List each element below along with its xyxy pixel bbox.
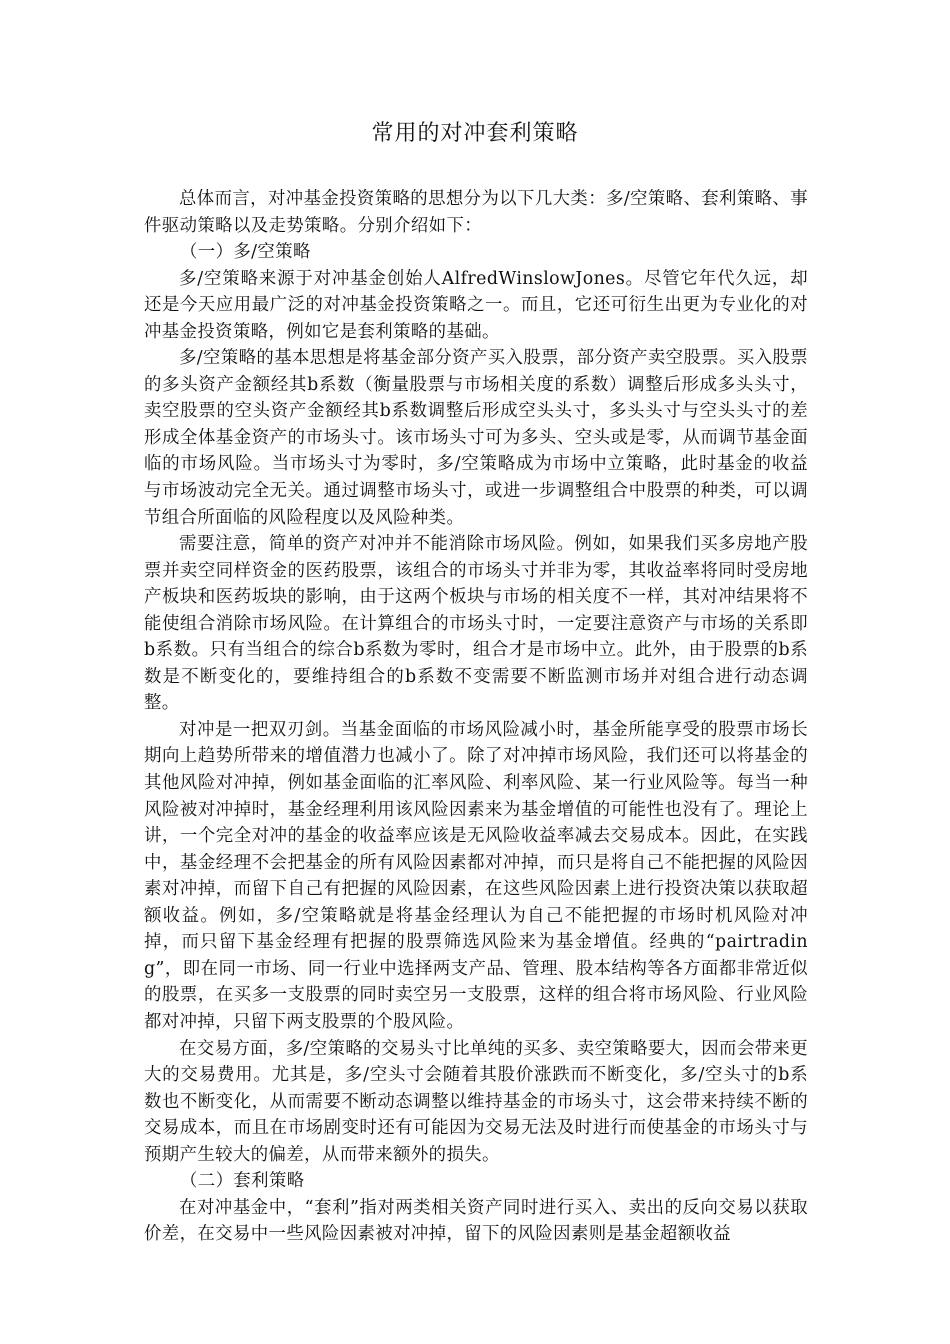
section-heading-long-short: （一）多/空策略 (180, 242, 311, 263)
paragraph-caution: 需要注意，简单的资产对冲并不能消除市场风险。例如，如果我们买多房地产股票并卖空同样资金的医药股票，该组合的市场头寸并非为零，其收益率将同时受房地产板块和医药坂块的影响，由于这两个板块与市场的相关度不一样，其对冲结果将不能使组合消除市场风险。在计算组合的市场头寸时，一定要注意资产与市场的关系即b系数。只有当组合的综合b系数为零时，组合才是市场中立。此外，由于股票的b系数是不断变化的，要维持组合的b系数不变需要不断监测市场并对组合进行动态调整。 (144, 534, 808, 714)
paragraph-basic-idea: 多/空策略的基本思想是将基金部分资产买入股票，部分资产卖空股票。买入股票的多头资产金额经其b系数（衡量股票与市场相关度的系数）调整后形成多头头寸，卖空股票的空头资产金额经其b系数调整后形成空头头寸，多头头寸与空头头寸的差形成全体基金资产的市场头寸。该市场头寸可为多头、空头或是零，从而调节基金面临的市场风险。当市场头寸为零时，多/空策略成为市场中立策略，此时基金的收益与市场波动完全无关。通过调整市场头寸，或进一步调整组合中股票的种类，可以调节组合所面临的风险程度以及风险种类。 (144, 348, 808, 528)
paragraph-double-edged: 对冲是一把双刃剑。当基金面临的市场风险减小时，基金所能享受的股票市场长期向上趋势所带来的增值潜力也减小了。除了对冲掉市场风险，我们还可以将基金的其他风险对冲掉，例如基金面临的汇率风险、利率风险、某一行业风险等。每当一种风险被对冲掉时，基金经理利用该风险因素来为基金增值的可能性也没有了。理论上讲，一个完全对冲的基金的收益率应该是无风险收益率减去交易成本。因此，在实践中，基金经理不会把基金的所有风险因素都对冲掉，而只是将自己不能把握的风险因素对冲掉，而留下自己有把握的风险因素，在这些风险因素上进行投资决策以获取超额收益。例如，多/空策略就是将基金经理认为自己不能把握的市场时机风险对冲掉，而只留下基金经理有把握的股票筛选风险来为基金增值。经典的“pairtrading”，即在同一市场、同一行业中选择两支产品、管理、股本结构等各方面都非常近似的股票，在买多一支股票的同时卖空另一支股票，这样的组合将市场风险、行业风险都对冲掉，只留下两支股票的个股风险。 (144, 719, 808, 1032)
paragraph-arbitrage: 在对冲基金中，“套利”指对两类相关资产同时进行买入、卖出的反向交易以获取价差，在交易中一些风险因素被对冲掉，留下的风险因素则是基金超额收益 (144, 1197, 808, 1245)
document-title: 常用的对冲套利策略 (371, 121, 579, 146)
document-body (144, 186, 808, 1248)
paragraph-trading: 在交易方面，多/空策略的交易头寸比单纯的买多、卖空策略要大，因而会带来更大的交易费用。尤其是，多/空头寸会随着其股价涨跌而不断变化，多/空头寸的b系数也不断变化，从而需要不断动态调整以维持基金的市场头寸，这会带来持续不断的交易成本，而且在市场剧变时还有可能因为交易无法及时进行而使基金的市场头寸与预期产生较大的偏差，从而带来额外的损失。 (144, 1038, 808, 1165)
section-heading-arbitrage: （二）套利策略 (180, 1171, 305, 1192)
paragraph-intro: 总体而言，对冲基金投资策略的思想分为以下几大类：多/空策略、套利策略、事件驱动策略以及走势策略。分别介绍如下： (144, 189, 808, 236)
paragraph-origin: 多/空策略来源于对冲基金创始人AlfredWinslowJones。尽管它年代久远，却还是今天应用最广泛的对冲基金投资策略之一。而且，它还可衍生出更为专业化的对冲基金投资策略，例如它是套利策略的基础。 (144, 268, 808, 342)
